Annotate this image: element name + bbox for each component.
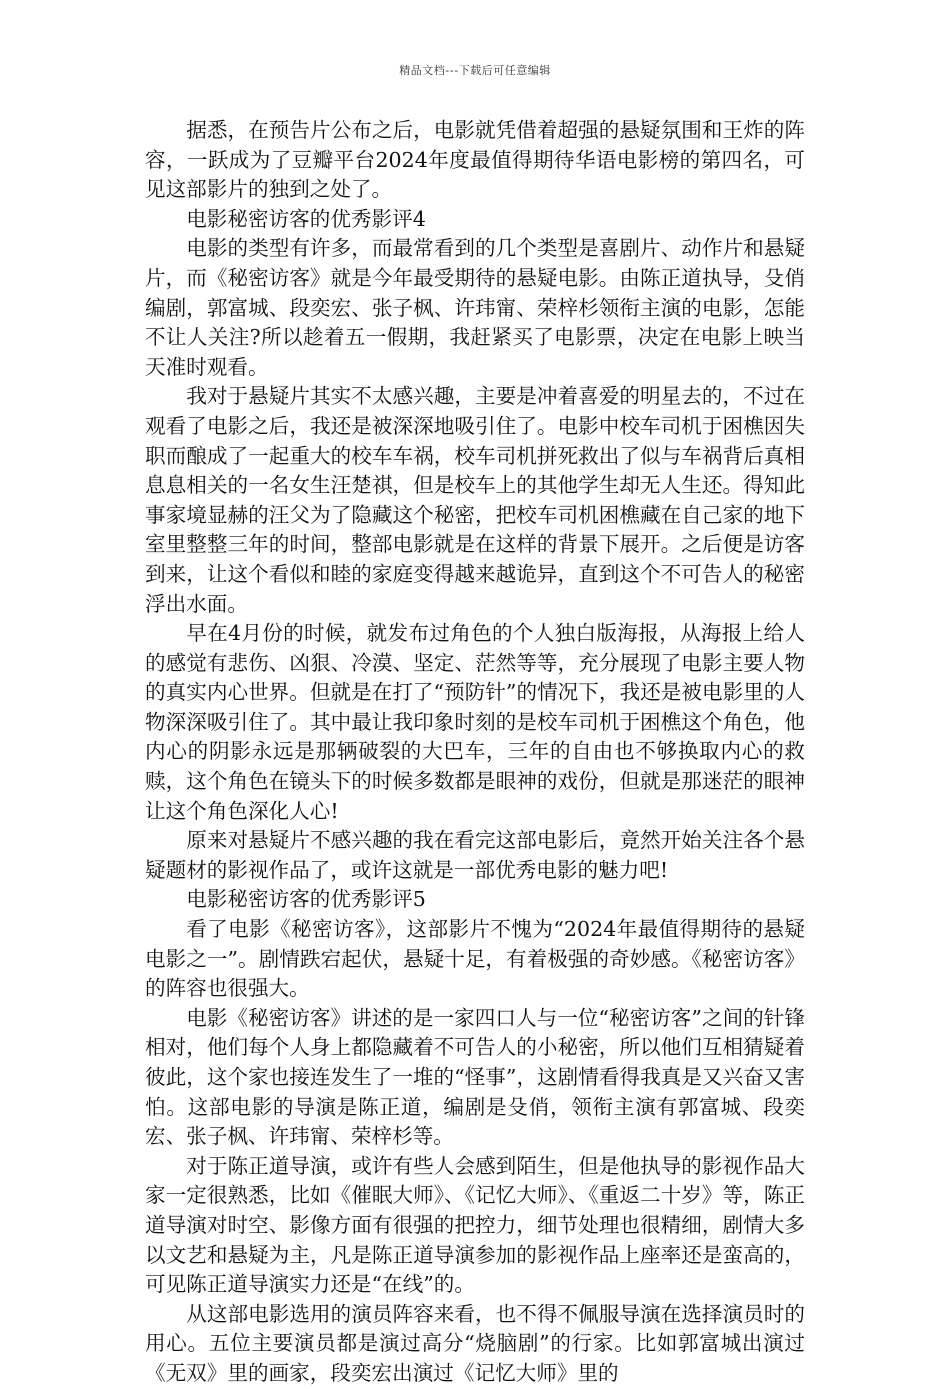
section-heading: 电影秘密访客的优秀影评4: [186, 206, 426, 231]
paragraph: 据悉，在预告片公布之后，电影就凭借着超强的悬疑氛围和王炸的阵容，一跃成为了豆瓣平台2024年度最值得期待华语电影榜的第四名，可见这部影片的独到之处了。: [145, 118, 805, 202]
paragraph: 对于陈正道导演，或许有些人会感到陌生，但是他执导的影视作品大家一定很熟悉，比如《催眠大师》、《记忆大师》、《重返二十岁》等，陈正道导演对时空、影像方面有很强的把控力，细节处理也很精细，剧情大多以文艺和悬疑为主，凡是陈正道导演参加的影视作品上座率还是蛮高的，可见陈正道导演实力还是“在线”的。: [145, 1153, 805, 1297]
page-header: 精品文档---下载后可任意编辑: [399, 64, 551, 77]
section-heading: 电影秘密访客的优秀影评5: [186, 887, 426, 912]
paragraph: 电影《秘密访客》讲述的是一家四口人与一位“秘密访客”之间的针锋相对，他们每个人身上都隐藏着不可告人的小秘密，所以他们互相猜疑着彼此，这个家也接连发生了一堆的“怪事”，这剧情看得我真是又兴奋又害怕。这部电影的导演是陈正道，编剧是殳俏，领衔主演有郭富城、段奕宏、张子枫、许玮甯、荣梓杉等。: [145, 1005, 805, 1149]
paragraph: 我对于悬疑片其实不太感兴趣，主要是冲着喜爱的明星去的，不过在观看了电影之后，我还是被深深地吸引住了。电影中校车司机于困樵因失职而酿成了一起重大的校车车祸，校车司机拼死救出了似与车祸背后真相息息相关的一名女生汪楚祺，但是校车上的其他学生却无人生还。得知此事家境显赫的汪父为了隐藏这个秘密，把校车司机困樵藏在自己家的地下室里整整三年的时间，整部电影就是在这样的背景下展开。之后便是访客到来，让这个看似和睦的家庭变得越来越诡异，直到这个不可告人的秘密浮出水面。: [145, 384, 805, 616]
paragraph: 早在4月份的时候，就发布过角色的个人独白版海报，从海报上给人的感觉有悲伤、凶狠、冷漠、坚定、茫然等等，充分展现了电影主要人物的真实内心世界。但就是在打了“预防针”的情况下，我还是被电影里的人物深深吸引住了。其中最让我印象时刻的是校车司机于困樵这个角色，他内心的阴影永远是那辆破裂的大巴车，三年的自由也不够换取内心的救赎，这个角色在镜头下的时候多数都是眼神的戏份，但就是那迷茫的眼神让这个角色深化人心!: [145, 621, 805, 823]
paragraph: 原来对悬疑片不感兴趣的我在看完这部电影后，竟然开始关注各个悬疑题材的影视作品了，或许这就是一部优秀电影的魅力吧!: [145, 828, 805, 882]
paragraph: 电影的类型有许多，而最常看到的几个类型是喜剧片、动作片和悬疑片，而《秘密访客》就是今年最受期待的悬疑电影。由陈正道执导，殳俏编剧，郭富城、段奕宏、张子枫、许玮甯、荣梓杉领衔主演的电影，怎能不让人关注?所以趁着五一假期，我赶紧买了电影票，决定在电影上映当天准时观看。: [145, 236, 805, 379]
paragraph: 从这部电影选用的演员阵容来看，也不得不佩服导演在选择演员时的用心。五位主要演员都是演过高分“烧脑剧”的行家。比如郭富城出演过《无双》里的画家，段奕宏出演过《记忆大师》里的: [145, 1301, 805, 1385]
article-body: [145, 116, 805, 1389]
paragraph: 看了电影《秘密访客》，这部影片不愧为“2024年最值得期待的悬疑电影之一”。剧情跌宕起伏，悬疑十足，有着极强的奇妙感。《秘密访客》的阵容也很强大。: [145, 917, 805, 1001]
